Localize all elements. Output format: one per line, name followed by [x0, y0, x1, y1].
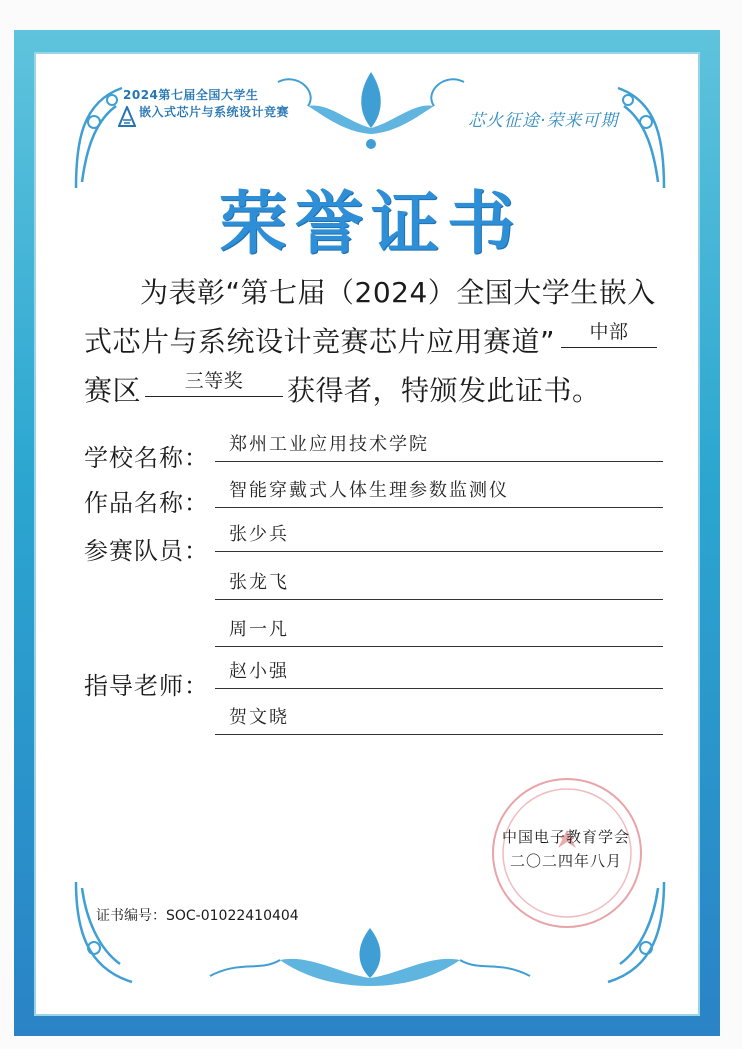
certificate-title: 荣誉证书 [218, 185, 523, 264]
member-3: 周一凡 [215, 617, 663, 647]
body-line-3 [84, 366, 680, 415]
work-value: 智能穿戴式人体生理参数监测仪 [215, 478, 663, 508]
member-1: 张少兵 [215, 522, 663, 552]
school-label: 学校名称： [84, 444, 209, 472]
school-value: 郑州工业应用技术学院 [215, 432, 663, 462]
advisors-label: 指导老师： [84, 672, 209, 700]
corner-ornament-bottom-left [72, 878, 162, 988]
member-2: 张龙飞 [215, 570, 663, 600]
work-label: 作品名称： [84, 489, 209, 517]
body-line-2 [84, 317, 680, 366]
certificate-number: 证书编号：SOC-01022410404 [96, 908, 299, 924]
body-line-3-prefix: 赛区 [84, 374, 142, 407]
competition-name-line1: 2024第七届全国大学生 [123, 88, 259, 102]
advisor-1: 赵小强 [215, 659, 663, 689]
members-label: 参赛队员： [84, 537, 209, 565]
issuer-name: 中国电子教育学会 [501, 828, 630, 846]
region-blank: 中部 [561, 317, 657, 348]
advisor-2: 贺文晓 [215, 705, 663, 735]
body-line-1: 为表彰“第七届（2024）全国大学生嵌入 [140, 276, 656, 309]
body-line-2-text: 式芯片与系统设计竞赛芯片应用赛道” [84, 325, 556, 358]
bottom-lotus-ornament [190, 920, 550, 992]
body-line-3-suffix: 获得者，特颁发此证书。 [287, 374, 601, 407]
award-blank: 三等奖 [145, 366, 283, 397]
competition-name [109, 87, 289, 121]
competition-name-line2: 嵌入式芯片与系统设计竞赛 [139, 105, 290, 119]
issue-date: 二〇二四年八月 [509, 852, 622, 870]
top-lotus-ornament [268, 62, 474, 152]
slogan: 芯火征途·荣来可期 [468, 111, 619, 131]
